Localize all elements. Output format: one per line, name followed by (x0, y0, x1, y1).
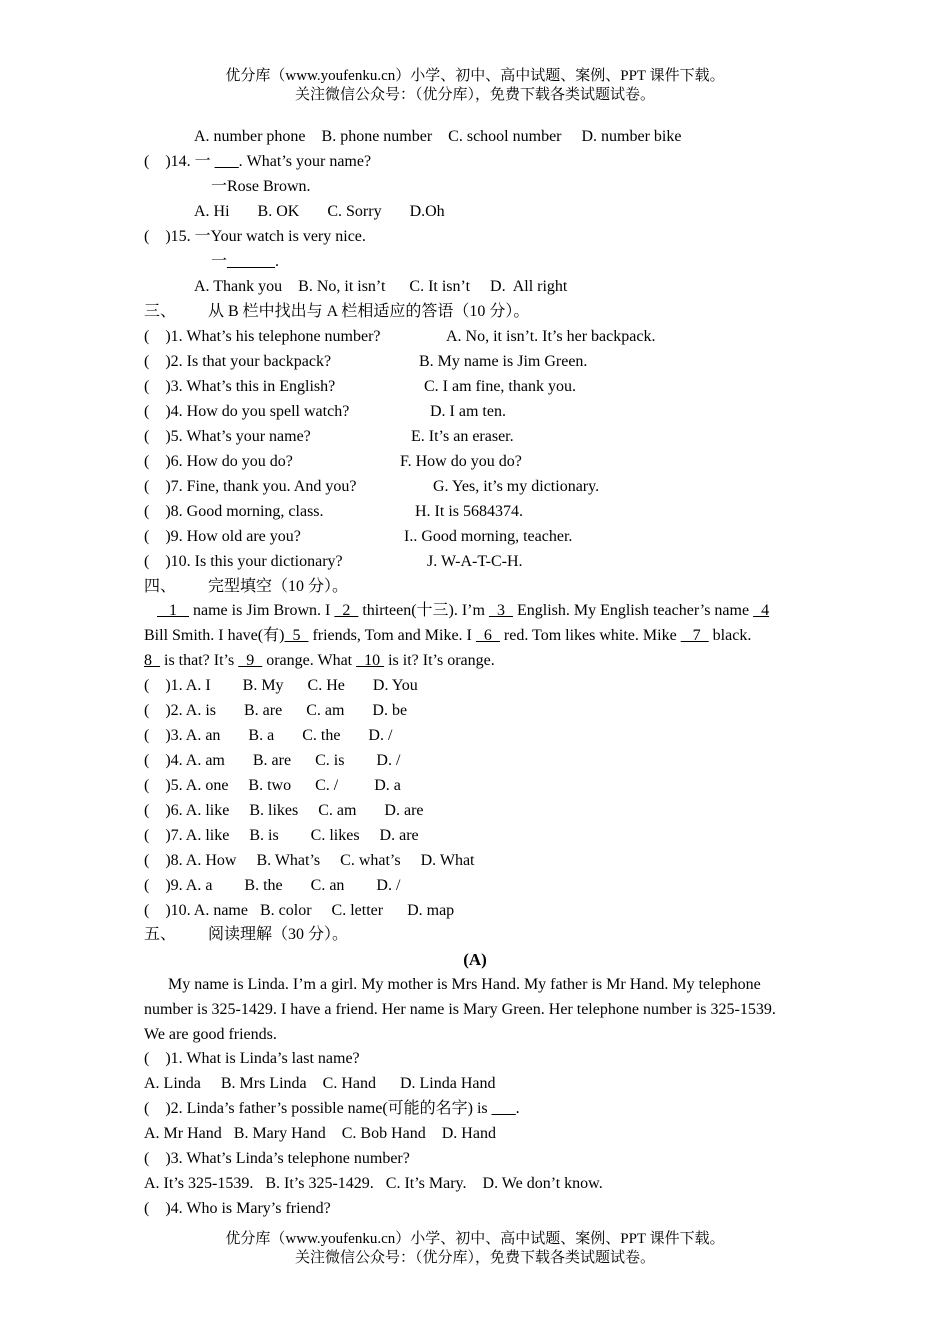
part3-a-6: ( )6. How do you do? (144, 453, 293, 470)
q14-options: A. Hi B. OK C. Sorry D.Oh (194, 203, 445, 220)
part3-a-10: ( )10. Is this your dictionary? (144, 553, 343, 570)
q15-options: A. Thank you B. No, it isn’t C. It isn’t D. All right (194, 278, 568, 295)
section-a-heading: (A) (463, 950, 487, 969)
part3-b-5: E. It’s an eraser. (411, 428, 514, 445)
q14-answer: 一Rose Brown. (211, 178, 311, 195)
reading-q1: ( )1. What is Linda’s last name? (144, 1050, 360, 1067)
part3-a-1: ( )1. What’s his telephone number? (144, 328, 381, 345)
cloze-passage-line-2: Bill Smith. I have(有) 5 friends, Tom and Mike. I 6 red. Tom likes white. Mike 7 black. (144, 627, 752, 644)
q15-question: ( )15. 一Your watch is very nice. (144, 228, 366, 245)
part3-a-9: ( )9. How old are you? (144, 528, 301, 545)
reading-q2-options: A. Mr Hand B. Mary Hand C. Bob Hand D. Hand (144, 1125, 496, 1142)
q15-answer: 一______. (211, 253, 280, 270)
reading-q2: ( )2. Linda’s father’s possible name(可能的名字) is ___. (144, 1100, 520, 1117)
part3-b-6: F. How do you do? (400, 453, 522, 470)
part3-title: 三、 从 B 栏中找出与 A 栏相适应的答语（10 分）。 (144, 303, 530, 320)
cloze-question-7: ( )7. A. like B. is C. likes D. are (144, 827, 419, 844)
part3-a-7: ( )7. Fine, thank you. And you? (144, 478, 357, 495)
footer-line-1: 优分库（www.youfenku.cn）小学、初中、高中试题、案例、PPT 课件下载。 (225, 1231, 725, 1247)
cloze-question-1: ( )1. A. I B. My C. He D. You (144, 677, 418, 694)
cloze-passage-line-1: 1 name is Jim Brown. I 2 thirteen(十三). I’m 3 English. My English teacher’s name 4 (157, 602, 770, 619)
cloze-question-6: ( )6. A. like B. likes C. am D. are (144, 802, 424, 819)
part3-a-4: ( )4. How do you spell watch? (144, 403, 350, 420)
cloze-question-3: ( )3. A. an B. a C. the D. / (144, 727, 393, 744)
reading-passage-line-2: number is 325-1429. I have a friend. Her name is Mary Green. Her telephone number is 325-1539. (144, 1001, 776, 1018)
footer-line-2: 关注微信公众号：（优分库），免费下载各类试题试卷。 (294, 1250, 655, 1266)
cloze-question-10: ( )10. A. name B. color C. letter D. map (144, 902, 455, 919)
part3-a-5: ( )5. What’s your name? (144, 428, 311, 445)
header-line-1: 优分库（www.youfenku.cn）小学、初中、高中试题、案例、PPT 课件下载。 (225, 68, 725, 84)
q13-options: A. number phone B. phone number C. school number D. number bike (194, 128, 682, 145)
part3-b-7: G. Yes, it’s my dictionary. (433, 478, 600, 495)
cloze-question-2: ( )2. A. is B. are C. am D. be (144, 702, 408, 719)
reading-q4: ( )4. Who is Mary’s friend? (144, 1200, 331, 1217)
reading-q1-options: A. Linda B. Mrs Linda C. Hand D. Linda Hand (144, 1075, 496, 1092)
part3-a-3: ( )3. What’s this in English? (144, 378, 336, 395)
header-line-2: 关注微信公众号：（优分库），免费下载各类试题试卷。 (294, 87, 655, 103)
part3-b-10: J. W-A-T-C-H. (427, 553, 523, 570)
cloze-question-4: ( )4. A. am B. are C. is D. / (144, 752, 401, 769)
reading-q3: ( )3. What’s Linda’s telephone number? (144, 1150, 410, 1167)
part3-b-1: A. No, it isn’t. It’s her backpack. (446, 328, 656, 345)
reading-passage-line-3: We are good friends. (144, 1026, 277, 1043)
part3-b-3: C. I am fine, thank you. (424, 378, 576, 395)
part4-title: 四、 完型填空（10 分）。 (144, 578, 349, 595)
part3-b-4: D. I am ten. (430, 403, 506, 420)
reading-passage-line-1: My name is Linda. I’m a girl. My mother is Mrs Hand. My father is Mr Hand. My telephone (144, 976, 761, 993)
part3-b-9: I.. Good morning, teacher. (404, 528, 573, 545)
reading-q3-options: A. It’s 325-1539. B. It’s 325-1429. C. It’s Mary. D. We don’t know. (144, 1175, 603, 1192)
cloze-question-5: ( )5. A. one B. two C. / D. a (144, 777, 401, 794)
cloze-passage-line-3: 8 is that? It’s 9 orange. What 10 is it? It’s orange. (144, 652, 495, 669)
part3-a-8: ( )8. Good morning, class. (144, 503, 324, 520)
part5-title: 五、 阅读理解（30 分）。 (144, 926, 349, 943)
cloze-question-9: ( )9. A. a B. the C. an D. / (144, 877, 401, 894)
cloze-question-8: ( )8. A. How B. What’s C. what’s D. What (144, 852, 475, 869)
part3-b-2: B. My name is Jim Green. (419, 353, 588, 370)
part3-a-2: ( )2. Is that your backpack? (144, 353, 332, 370)
q14-question: ( )14. 一 ___. What’s your name? (144, 153, 372, 170)
part3-b-8: H. It is 5684374. (415, 503, 523, 520)
